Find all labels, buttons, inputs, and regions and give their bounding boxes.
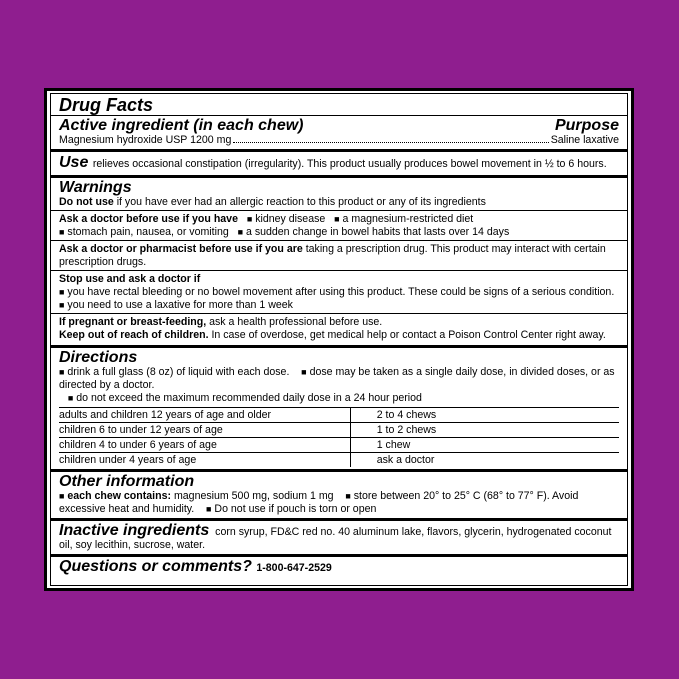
ask-doctor-item-1: kidney disease — [255, 213, 326, 225]
dot-leader — [233, 142, 548, 143]
ask-pharmacist-block — [59, 241, 619, 270]
questions-section — [51, 557, 627, 578]
keep-out-text: In case of overdose, get medical help or contact a Poison Control Center right away. — [211, 329, 606, 341]
do-not-use-text: if you have ever had an allergic reaction to this product or any of its ingredients — [116, 196, 486, 208]
ask-doctor-label: Ask a doctor before use if you have — [59, 213, 238, 225]
table-row — [59, 423, 619, 438]
directions-heading: Directions — [59, 349, 138, 366]
table-row — [59, 453, 619, 468]
direction-item-2: dose may be taken as a single daily dose, in divided doses, or as directed by a doctor. — [59, 366, 615, 391]
drug-facts-inner — [50, 93, 628, 586]
pregnancy-label: If pregnant or breast-feeding, — [59, 316, 207, 328]
drug-facts-title: Drug Facts — [59, 95, 154, 115]
age-cell: children under 4 years of age — [59, 453, 350, 468]
active-ingredient-section — [51, 116, 627, 152]
storage-text: store between 20° to 25° C (68° to 77° F). Avoid excessive heat and humidity. — [59, 490, 579, 515]
warnings-heading: Warnings — [59, 179, 132, 196]
purpose-text: Saline laxative — [550, 134, 619, 146]
age-cell: children 6 to under 12 years of age — [59, 423, 350, 438]
inactive-ingredients-heading: Inactive ingredients — [59, 522, 210, 539]
age-cell: children 4 to under 6 years of age — [59, 438, 350, 453]
purpose-heading: Purpose — [554, 117, 619, 134]
active-ingredient-text: Magnesium hydroxide USP 1200 mg — [59, 134, 232, 146]
questions-heading: Questions or comments? — [59, 558, 252, 575]
questions-phone: 1-800-647-2529 — [256, 562, 332, 574]
dose-cell: 1 chew — [350, 438, 619, 453]
inactive-ingredients-text: corn syrup, FD&C red no. 40 aluminum lake, flavors, glycerin, hydrogenated coconut oil, soy lecithin, sucrose, water. — [59, 526, 612, 551]
ask-doctor-item-3: stomach pain, nausea, or vomiting — [67, 226, 229, 238]
keep-out-label: Keep out of reach of children. — [59, 329, 209, 341]
ask-doctor-item-4: a sudden change in bowel habits that lasts over 14 days — [245, 226, 510, 238]
ask-pharmacist-text: taking a prescription drug. This product may interact with certain prescription drugs. — [59, 243, 606, 268]
active-ingredient-heading: Active ingredient (in each chew) — [59, 117, 304, 134]
other-information-section — [51, 472, 627, 521]
title-section — [51, 94, 627, 116]
stop-use-block: Stop use and ask a doctor if ■ you have rectal bleeding or no bowel movement after using this product. These could be signs of a serious condition. ■ you need to use a laxative for more than 1 week — [59, 273, 615, 311]
chew-contains-text: magnesium 500 mg, sodium 1 mg — [173, 490, 334, 502]
use-section — [51, 152, 627, 178]
directions-section — [51, 348, 627, 472]
use-text: relieves occasional constipation (irregularity). This product usually produces bowel movement in ½ to 6 hours. — [92, 158, 607, 170]
stop-use-item-2: you need to use a laxative for more than 1 week — [67, 299, 293, 311]
do-not-use-line — [59, 196, 619, 210]
directions-items: ■ drink a full glass (8 oz) of liquid with each dose. ■ dose may be taken as a single daily dose, in divided doses, or as directed by a doctor. ■ do not exceed the maximum recommended daily dose in a 24 hour period — [59, 366, 615, 404]
ask-doctor-block: Ask a doctor before use if you have ■ kidney disease ■ a magnesium-restricted diet ■ stomach pain, nausea, or vomiting ■ a sudden change in bowel habits that lasts over 14 days — [59, 213, 510, 238]
warnings-section — [51, 178, 627, 348]
do-not-use-label: Do not use — [59, 196, 114, 208]
pregnancy-text: ask a health professional before use. — [209, 316, 383, 328]
ask-doctor-item-2: a magnesium-restricted diet — [342, 213, 474, 225]
other-information-text: ■ each chew contains: magnesium 500 mg, sodium 1 mg ■ store between 20° to 25° C (68° to 77° F). Avoid excessive heat and humidity. ■ Do not use if pouch is torn or open — [59, 490, 579, 515]
pregnancy-block — [59, 314, 619, 343]
direction-item-1: drink a full glass (8 oz) of liquid with each dose. — [67, 366, 290, 378]
pouch-text: Do not use if pouch is torn or open — [214, 503, 377, 515]
table-row — [59, 408, 619, 423]
ask-pharmacist-label: Ask a doctor or pharmacist before use if you are — [59, 243, 303, 255]
age-cell: adults and children 12 years of age and older — [59, 408, 350, 423]
chew-contains-label: each chew contains: — [67, 490, 172, 502]
stop-use-item-1: you have rectal bleeding or no bowel movement after using this product. These could be signs of a serious condition. — [67, 286, 615, 298]
inactive-ingredients-section — [51, 521, 627, 557]
dose-cell: ask a doctor — [350, 453, 619, 468]
dose-cell: 2 to 4 chews — [350, 408, 619, 423]
table-row — [59, 438, 619, 453]
dose-cell: 1 to 2 chews — [350, 423, 619, 438]
direction-item-3: do not exceed the maximum recommended daily dose in a 24 hour period — [76, 392, 422, 404]
dosage-table — [59, 407, 619, 467]
stop-use-label: Stop use and ask a doctor if — [59, 273, 201, 285]
drug-facts-panel — [44, 88, 634, 591]
other-information-heading: Other information — [59, 473, 195, 490]
use-heading: Use — [59, 154, 89, 171]
